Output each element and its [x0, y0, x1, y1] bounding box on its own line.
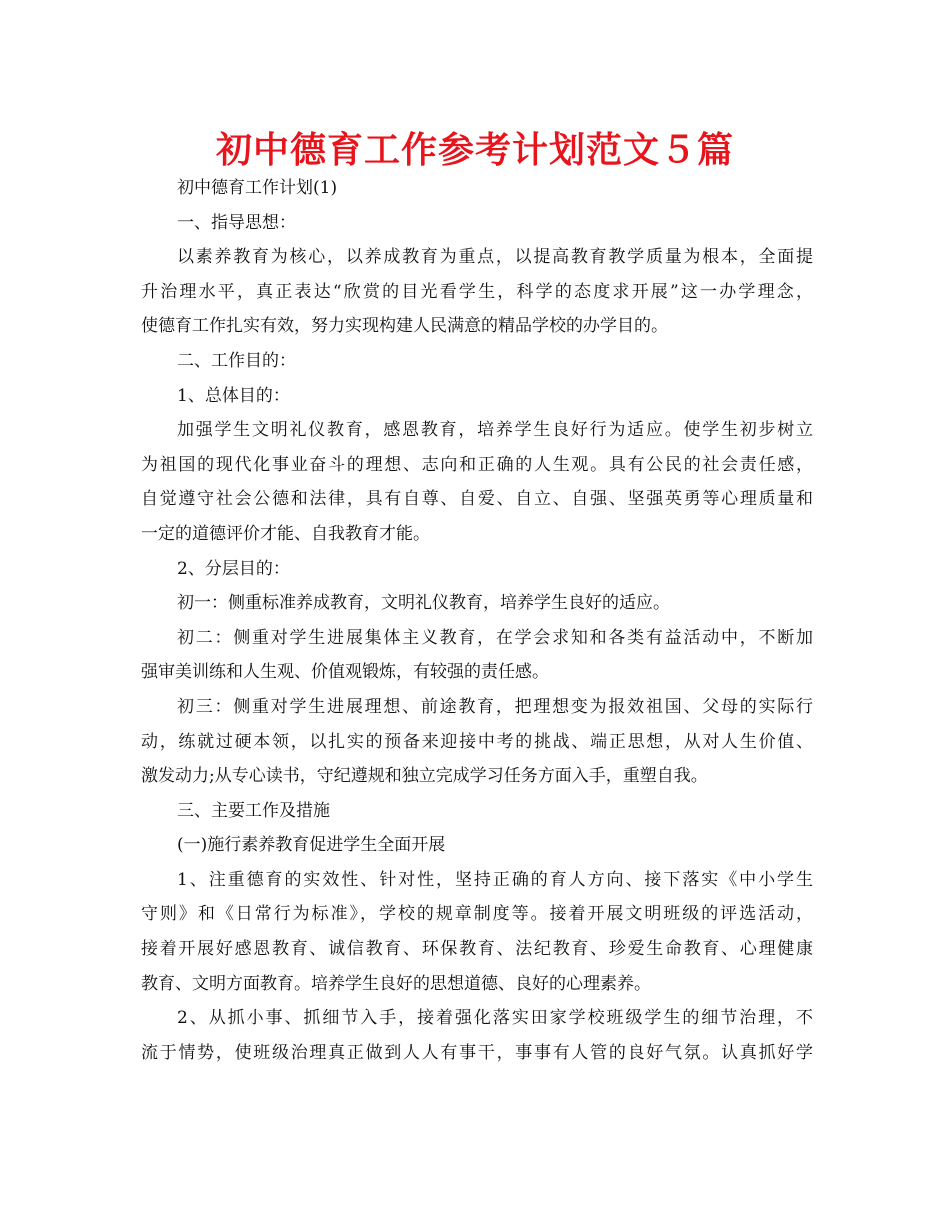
text-line: 使德育工作扎实有效，努力实现构建人民满意的精品学校的办学目的。: [141, 316, 668, 337]
text-line: 1、注重德育的实效性、针对性，坚持正确的育人方向、接下落实《中小学生: [177, 869, 813, 890]
paragraph: [141, 863, 813, 1001]
text-line: 加强学生文明礼仪教育，感恩教育，培养学生良好行为适应。使学生初步树立: [177, 420, 813, 441]
document-body: [141, 171, 813, 1070]
document-title: 初中德育工作参考计划范文５篇: [215, 130, 734, 171]
paragraph: 初一：侧重标准养成教育，文明礼仪教育，培养学生良好的适应。: [177, 593, 670, 614]
text-line: 初三：侧重对学生进展理想、前途教育，把理想变为报效祖国、父母的实际行: [177, 696, 813, 717]
text-line: 以素养教育为核心，以养成教育为重点，以提高教育教学质量为根本，全面提: [177, 247, 813, 268]
text-line: 教育、文明方面教育。培养学生良好的思想道德、良好的心理素养。: [141, 973, 651, 994]
text-line: 激发动力;从专心读书，守纪遵规和独立完成学习任务方面入手，重塑自我。: [141, 766, 708, 787]
text-line: 升治理水平，真正表达“欣赏的目光看学生，科学的态度求开展”这一办学理念，: [141, 281, 813, 302]
text-line: 初二：侧重对学生进展集体主义教育，在学会求知和各类有益活动中，不断加: [177, 627, 813, 648]
paragraph: [141, 690, 813, 794]
subsection-heading: (一)施行素养教育促进学生全面开展: [177, 835, 446, 856]
text-line: 一定的道德评价才能、自我教育才能。: [141, 523, 430, 544]
text-line: 流于情势，使班级治理真正做到人人有事干，事事有人管的良好气氛。认真抓好学: [141, 1042, 813, 1063]
paragraph: 初中德育工作计划(1): [177, 178, 338, 198]
text-line: 接着开展好感恩教育、诚信教育、环保教育、法纪教育、珍爱生命教育、心理健康: [141, 939, 813, 960]
section-heading: 三、主要工作及措施: [177, 800, 330, 821]
subsection-heading: 2、分层目的：: [177, 558, 290, 579]
text-line: 守则》和《日常行为标准》，学校的规章制度等。接着开展文明班级的评选活动，: [141, 904, 813, 925]
paragraph: [141, 621, 813, 690]
paragraph: [141, 413, 813, 551]
paragraph: [141, 1001, 813, 1070]
text-line: 强审美训练和人生观、价值观锻炼，有较强的责任感。: [141, 662, 549, 683]
text-line: 为祖国的现代化事业奋斗的理想、志向和正确的人生观。具有公民的社会责任感，: [141, 454, 813, 475]
subsection-heading: 1、总体目的：: [177, 385, 290, 406]
section-heading: 二、工作目的：: [177, 350, 296, 371]
text-line: 2、从抓小事、抓细节入手，接着强化落实田家学校班级学生的细节治理，不: [177, 1008, 813, 1029]
text-line: 动，练就过硬本领，以扎实的预备来迎接中考的挑战、端正思想，从对人生价值、: [141, 731, 813, 752]
text-line: 自觉遵守社会公德和法律，具有自尊、自爱、自立、自强、坚强英勇等心理质量和: [141, 489, 813, 510]
section-heading: 一、指导思想：: [177, 212, 296, 233]
paragraph: [141, 240, 813, 344]
